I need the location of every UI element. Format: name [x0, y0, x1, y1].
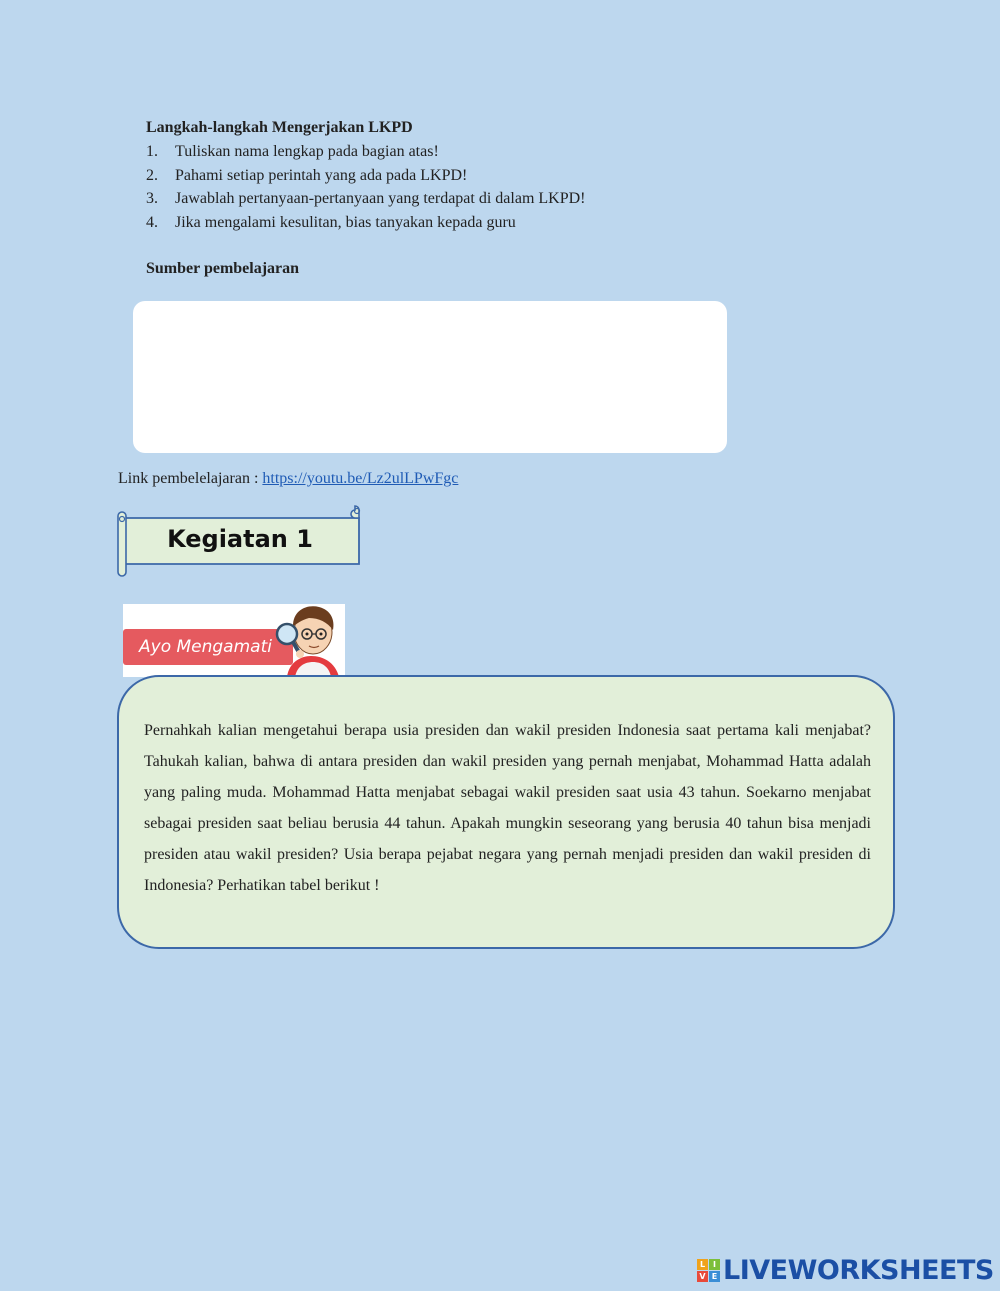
logo-letter: I — [709, 1259, 720, 1270]
boy-magnifier-icon — [273, 604, 345, 677]
steps-section — [146, 118, 766, 234]
kegiatan-title: Kegiatan 1 — [167, 525, 313, 553]
list-item: 1. Tuliskan nama lengkap pada bagian atas! — [146, 143, 439, 160]
kegiatan-scroll-banner — [115, 504, 365, 578]
brand-text: LIVEWORKSHEETS — [723, 1254, 994, 1286]
ayo-mengamati-banner — [123, 604, 345, 677]
steps-title: Langkah-langkah Mengerjakan LKPD — [146, 119, 413, 136]
list-item: 2. Pahami setiap perintah yang ada pada LKPD! — [146, 166, 468, 184]
liveworksheets-logo-icon — [697, 1259, 720, 1282]
sumber-title: Sumber pembelajaran — [146, 260, 300, 277]
logo-letter: E — [709, 1271, 720, 1282]
video-link[interactable]: https://youtu.be/Lz2ulLPwFgc — [262, 470, 459, 487]
list-item: 3. Jawablah pertanyaan-pertanyaan yang terdapat di dalam LKPD! — [146, 190, 586, 207]
liveworksheets-brand — [697, 1254, 994, 1286]
link-label: Link pembelelajaran : — [118, 470, 263, 487]
sumber-answer-box[interactable] — [133, 301, 727, 453]
link-line — [118, 470, 458, 488]
observation-text: Pernahkah kalian mengetahui berapa usia presiden dan wakil presiden Indonesia saat pertama kali menjabat? Tahukah kalian, bahwa di antara presiden dan wakil presiden yang pernah menjabat, Mohammad Hatta adalah yang paling muda. Mohammad Hatta menjabat sebagai wakil presiden saat usia 43 tahun. Soekarno menjabat sebagai presiden saat beliau berusia 44 tahun. Apakah mungkin seseorang yang berusia 40 tahun bisa menjadi presiden atau wakil presiden? Usia berapa pejabat negara yang pernah menjadi presiden dan wakil presiden di Indonesia? Perhatikan tabel berikut ! — [144, 722, 871, 894]
steps-list — [146, 140, 766, 234]
logo-letter: L — [697, 1259, 708, 1270]
list-item: 4. Jika mengalami kesulitan, bias tanyakan kepada guru — [146, 213, 516, 231]
ayo-mengamati-label: Ayo Mengamati — [123, 629, 293, 665]
observation-box — [117, 675, 895, 949]
logo-letter: V — [697, 1271, 708, 1282]
